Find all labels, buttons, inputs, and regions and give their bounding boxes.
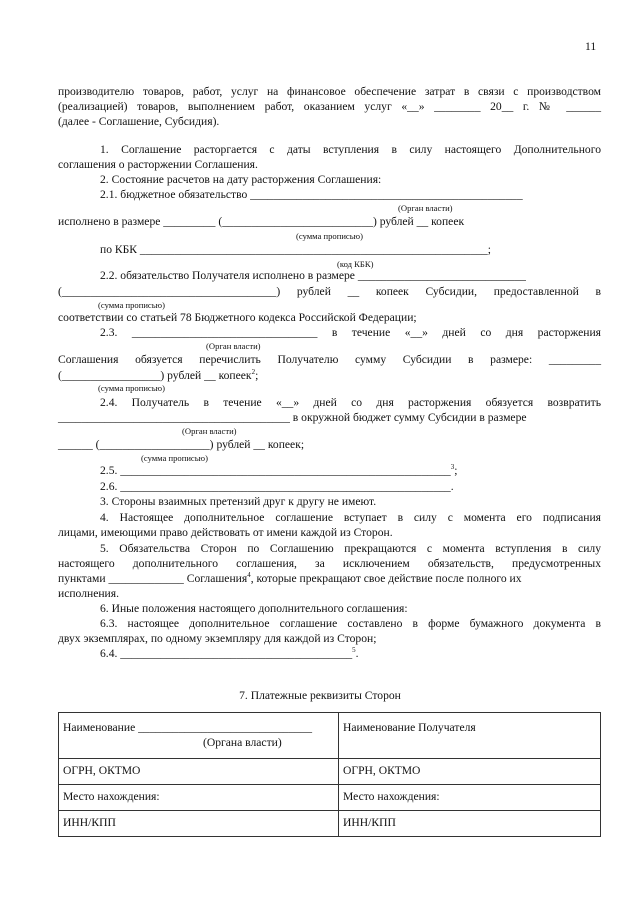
clause-2-3-line-3-end: ; xyxy=(255,369,259,382)
clause-5-line-3b: , которые прекращают свое действие после полного их xyxy=(250,572,522,585)
clause-4-line-1: 4. Настоящее дополнительное соглашение вступает в силу с момента его подписания xyxy=(100,511,601,524)
clause-2-3-line-2: Соглашения обязуется перечислить Получателю сумму Субсидии в размере: _________ xyxy=(58,353,601,366)
clause-5-line-1: 5. Обязательства Сторон по Соглашению прекращаются с момента вступления в силу xyxy=(100,542,601,555)
clause-2-2-line-1: 2.2. обязательство Получателя исполнено в размере _____________________________ xyxy=(100,269,526,282)
left-location: Место нахождения: xyxy=(63,790,160,803)
hint-summa-propisyu: (сумма прописью) xyxy=(296,231,363,241)
clause-6-4-text: 6.4. ________________________________________ xyxy=(100,647,353,660)
clause-2-4-line-1: 2.4. Получатель в течение «__» дней со дня расторжения обязуется возвратить xyxy=(100,396,601,409)
clause-6: 6. Иные положения настоящего дополнительного соглашения: xyxy=(100,602,408,615)
table-cell xyxy=(59,811,339,837)
hint-summa-propisyu: (сумма прописью) xyxy=(141,453,208,463)
footnote-ref-4: 4 xyxy=(247,571,251,580)
clause-2-1-line-3: по КБК ____________________________________________________________; xyxy=(100,243,491,256)
clause-2-6: 2.6. _________________________________________________________. xyxy=(100,480,454,493)
table-cell xyxy=(59,713,339,759)
clause-1-line-2: соглашения о расторжении Соглашения. xyxy=(58,158,258,171)
table-cell xyxy=(339,759,601,785)
clause-2-3-line-3-text: (_________________) рублей __ копеек xyxy=(58,369,252,382)
clause-6-4 xyxy=(100,647,359,661)
clause-2-1-line-1: 2.1. бюджетное обязательство _______________________________________________ xyxy=(100,188,523,201)
clause-1-line-1: 1. Соглашение расторгается с даты вступления в силу настоящего Дополнительного xyxy=(100,143,601,156)
table-row xyxy=(59,759,601,785)
clause-6-3-line-1: 6.3. настоящее дополнительное соглашение составлено в форме бумажного документа в xyxy=(100,617,601,630)
left-name-hint: (Органа власти) xyxy=(203,736,282,749)
right-inn: ИНН/КПП xyxy=(343,816,396,829)
table-cell xyxy=(339,713,601,759)
table-row xyxy=(59,713,601,759)
footnote-ref-2: 2 xyxy=(251,368,256,377)
left-inn: ИНН/КПП xyxy=(63,816,116,829)
clause-5-line-3 xyxy=(58,572,601,586)
clause-2-5-text: 2.5. _________________________________________________________ xyxy=(100,464,451,477)
table-row xyxy=(59,785,601,811)
page-number: 11 xyxy=(585,40,597,53)
clause-2-4-line-3: ______ (___________________) рублей __ копеек; xyxy=(58,438,305,451)
clause-2-3-line-1: 2.3. ________________________________ в течение «__» дней со дня расторжения xyxy=(100,326,601,339)
table-cell xyxy=(59,785,339,811)
right-name-label: Наименование Получателя xyxy=(343,721,476,734)
intro-line-3: (далее - Соглашение, Субсидия). xyxy=(58,115,220,128)
clause-4-line-2: лицами, имеющими право действовать от имени каждой из Сторон. xyxy=(58,526,393,539)
section-7-title: 7. Платежные реквизиты Сторон xyxy=(239,689,401,702)
left-ogrn: ОГРН, ОКТМО xyxy=(63,764,141,777)
table-row xyxy=(59,811,601,837)
clause-2-1-line-2: исполнено в размере _________ (__________________________) рублей __ копеек xyxy=(58,215,465,228)
clause-5-line-2: настоящего дополнительного соглашения, за исключением обязательств, предусмотренных xyxy=(58,557,601,570)
hint-kod-kbk: (код КБК) xyxy=(337,259,374,269)
clause-2-3-line-3 xyxy=(58,369,258,383)
clause-6-3-line-2: двух экземплярах, по одному экземпляру для каждой из Сторон; xyxy=(58,632,377,645)
clause-3: 3. Стороны взаимных претензий друг к другу не имеют. xyxy=(100,495,377,508)
hint-organ-vlasti: (Орган власти) xyxy=(398,203,453,213)
left-name-label: Наименование ______________________________ xyxy=(63,721,313,734)
table-cell xyxy=(59,759,339,785)
hint-summa-propisyu: (сумма прописью) xyxy=(98,300,165,310)
clause-6-4-end: . xyxy=(355,647,359,660)
clause-2-2-line-2: (_____________________________________) рублей __ копеек Субсидии, предоставленной в xyxy=(58,285,601,298)
hint-organ-vlasti: (Орган власти) xyxy=(182,426,237,436)
table-cell xyxy=(339,811,601,837)
requisites-table xyxy=(58,712,601,837)
clause-2-2-line-3: соответствии со статьей 78 Бюджетного кодекса Российской Федерации; xyxy=(58,311,417,324)
clause-5-line-3a: пунктами _____________ Соглашения xyxy=(58,572,248,585)
hint-summa-propisyu: (сумма прописью) xyxy=(98,383,165,393)
hint-organ-vlasti: (Орган власти) xyxy=(206,341,261,351)
right-ogrn: ОГРН, ОКТМО xyxy=(343,764,421,777)
right-location: Место нахождения: xyxy=(343,790,440,803)
footnote-ref-5: 5 xyxy=(352,646,356,655)
clause-2-5 xyxy=(100,464,457,478)
footnote-ref-3: 3 xyxy=(450,463,455,472)
intro-line-2: (реализацией) товаров, выполнением работ, оказанием услуг «__» ________ 20__ г. № ______ xyxy=(58,100,601,113)
clause-2-5-end: ; xyxy=(454,464,458,477)
clause-5-line-4: исполнения. xyxy=(58,587,119,600)
clause-2-4-line-2: ________________________________________ в окружной бюджет сумму Субсидии в размере xyxy=(58,411,527,424)
table-cell xyxy=(339,785,601,811)
intro-line-1: производителю товаров, работ, услуг на финансовое обеспечение затрат в связи с производством xyxy=(58,85,601,98)
clause-2: 2. Состояние расчетов на дату расторжения Соглашения: xyxy=(100,173,382,186)
